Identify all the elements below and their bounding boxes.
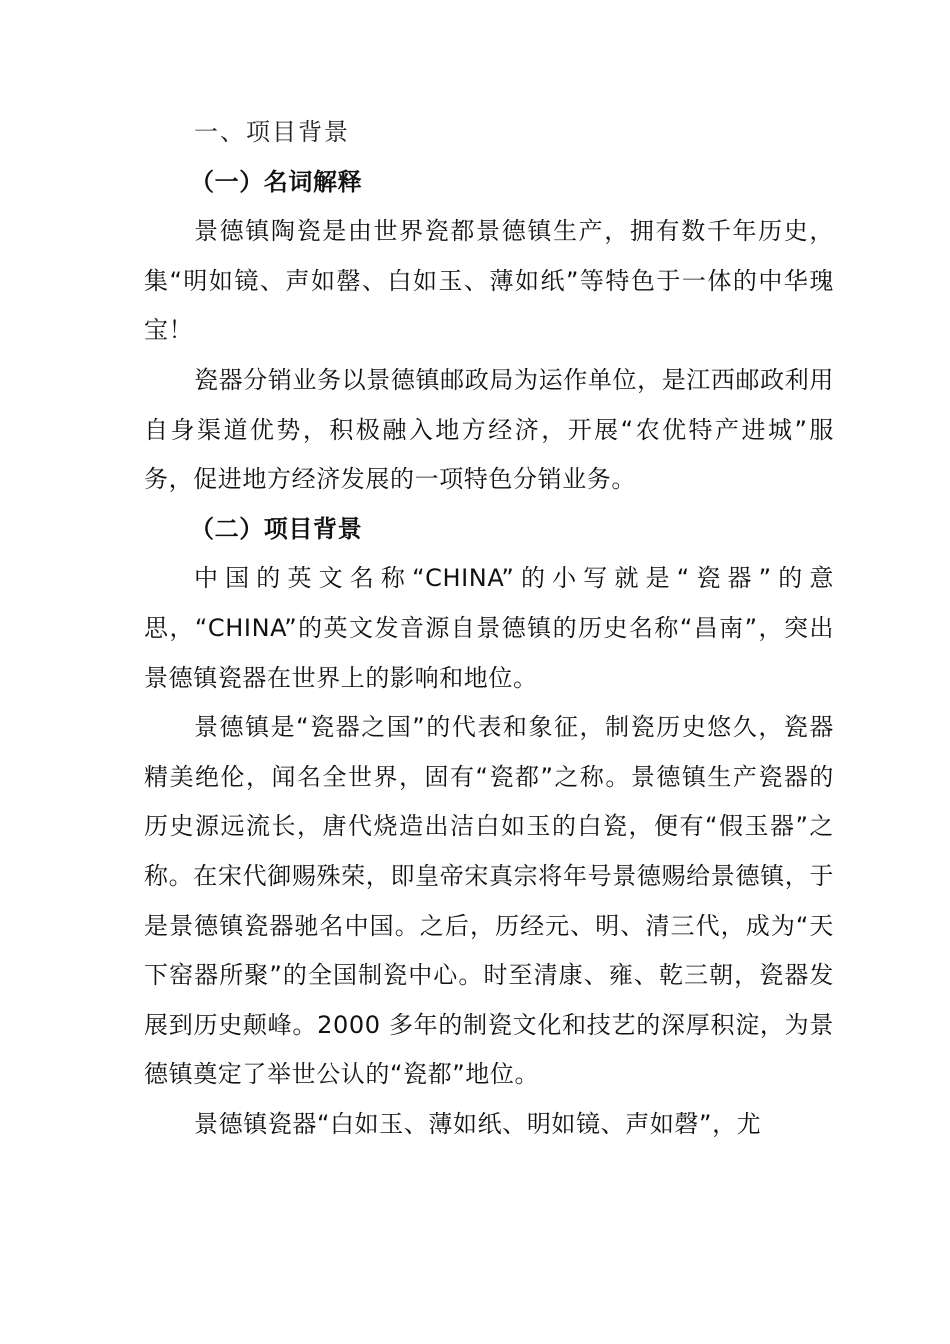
section-title: 一、项目背景 xyxy=(194,118,350,146)
subsection-heading-definitions: （一）名词解释 xyxy=(190,167,363,196)
paragraph-jingdezhen-ceramics: 景德镇陶瓷是由世界瓷都景德镇生产，拥有数千年历史，集“明如镜、声如罄、白如玉、薄如纸”等特色于一体的中华瑰宝！ xyxy=(144,217,834,345)
paragraph-porcelain-history: 景德镇是“瓷器之国”的代表和象征，制瓷历史悠久，瓷器精美绝伦，闻名全世界，固有“瓷都”之称。景德镇生产瓷器的历史源远流长，唐代烧造出洁白如玉的白瓷，便有“假玉器”之称。在宋代御赐殊荣，即皇帝宋真宗将年号景德赐给景德镇，于是景德镇瓷器驰名中国。之后，历经元、明、清三代，成为“天下窑器所聚”的全国制瓷中心。时至清康、雍、乾三朝，瓷器发展到历史颠峰。2000 多年的制瓷文化和技艺的深厚积淀，为景德镇奠定了举世公认的“瓷都”地位。 xyxy=(144,713,834,1089)
paragraph-porcelain-qualities: 景德镇瓷器“白如玉、薄如纸、明如镜、声如磬”，尤 xyxy=(194,1109,762,1138)
subsection-heading-background: （二）项目背景 xyxy=(190,514,363,543)
document-body xyxy=(144,108,834,1149)
paragraph-distribution-business: 瓷器分销业务以景德镇邮政局为运作单位，是江西邮政利用自身渠道优势，积极融入地方经济，开展“农优特产进城”服务，促进地方经济发展的一项特色分销业务。 xyxy=(144,365,834,494)
paragraph-china-name: 中国的英文名称“CHINA”的小写就是“瓷器”的意思，“CHINA”的英文发音源自景德镇的历史名称“昌南”，突出景德镇瓷器在世界上的影响和地位。 xyxy=(144,564,834,692)
